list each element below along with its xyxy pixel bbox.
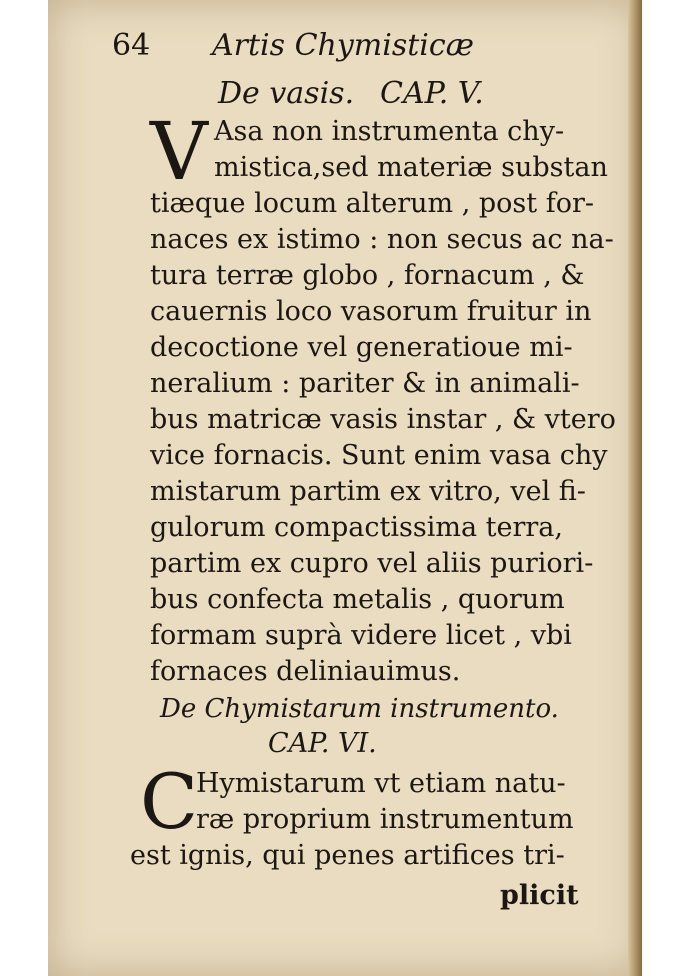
text-line: neralium : pariter & in animali- [150, 368, 580, 399]
text-line: naces ex istimo : non secus ac na- [150, 224, 614, 255]
running-head: Artis Chymisticæ [212, 28, 474, 63]
text-line: fornaces deliniauimus. [150, 656, 461, 687]
text-line: vice fornacis. Sunt enim vasa chy [150, 440, 608, 471]
page-edge [628, 0, 642, 976]
chapter-vi-title: De Chymistarum instrumento. [160, 694, 559, 724]
text-line: mistica,sed materiæ substan [214, 152, 608, 183]
text-line: bus matricæ vasis instar , & vtero [150, 404, 616, 435]
text-line: tura terræ globo , fornacum , & [150, 260, 585, 291]
text-line: tiæque locum alterum , post for- [150, 188, 594, 219]
text-line: est ignis, qui penes artifices tri- [130, 840, 565, 871]
text-line: bus confecta metalis , quorum [150, 584, 565, 615]
text-line: formam suprà videre licet , vbi [150, 620, 572, 651]
text-line: decoctione vel generatioue mi- [150, 332, 573, 363]
text-line: ræ proprium instrumentum [196, 804, 574, 835]
text-line: partim ex cupro vel aliis puriori- [150, 548, 594, 579]
text-line: mistarum partim ex vitro, vel fi- [150, 476, 586, 507]
chapter-vi-drop-cap: C [140, 757, 199, 846]
chapter-vi-number: CAP. VI. [268, 728, 377, 759]
chapter-v-number: CAP. V. [380, 76, 484, 111]
catchword: plicit [500, 880, 579, 911]
chapter-v-drop-cap: V [150, 105, 208, 198]
text-line: Asa non instrumenta chy- [214, 116, 565, 147]
page-number: 64 [112, 28, 151, 63]
text-line: cauernis loco vasorum fruitur in [150, 296, 592, 327]
chapter-v-title: De vasis. [218, 76, 355, 111]
text-line: gulorum compactissima terra, [150, 512, 563, 543]
text-line: Hymistarum vt etiam natu- [196, 768, 566, 799]
